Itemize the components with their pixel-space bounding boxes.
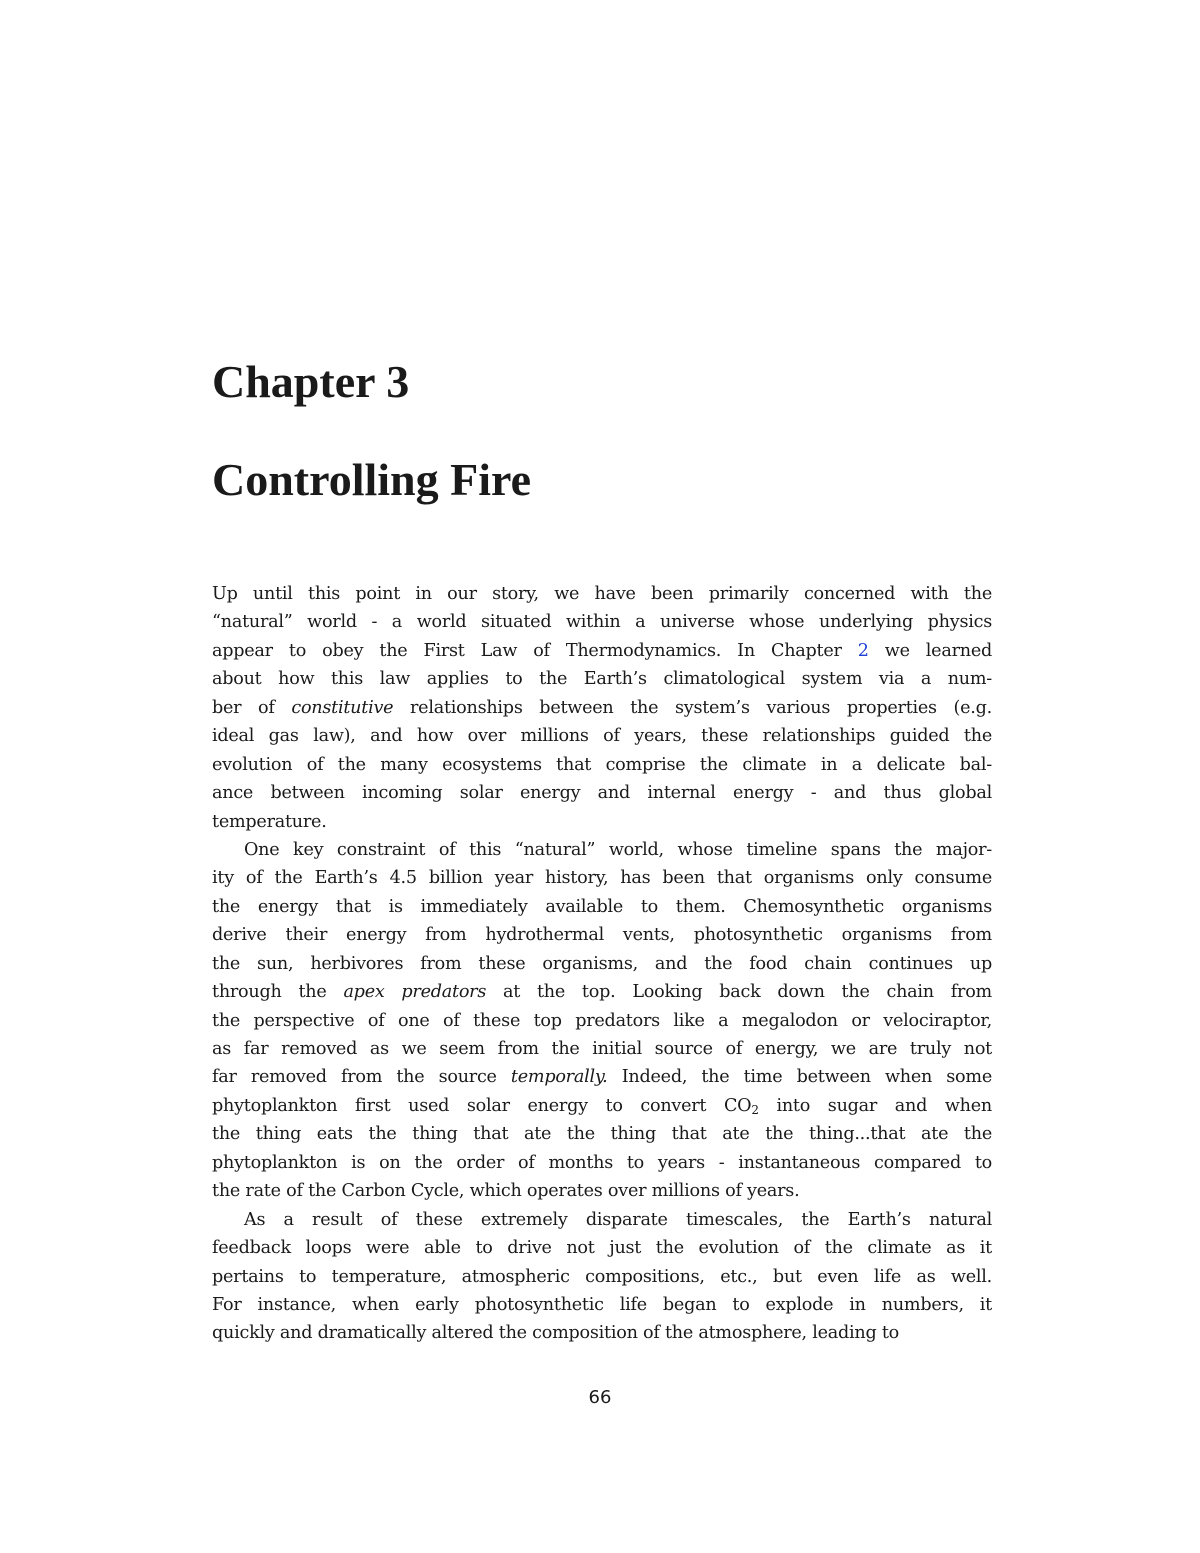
- text-run: ber of: [212, 697, 292, 718]
- text-line: [212, 950, 992, 978]
- chapter-cross-reference-link[interactable]: 2: [857, 640, 869, 661]
- text-line: [212, 751, 992, 779]
- text-run: the perspective of one of these top predators like a megalodon or velociraptor,: [212, 1010, 992, 1031]
- text-line: [212, 978, 992, 1006]
- text-line: [212, 1177, 992, 1205]
- text-run: at the top. Looking back down the chain from: [486, 982, 992, 1003]
- text-line: [212, 921, 992, 949]
- text-line: [212, 1206, 992, 1234]
- text-run: ance between incoming solar energy and internal energy - and thus global: [212, 783, 992, 804]
- text-run: feedback loops were able to drive not just the evolution of the climate as it: [212, 1238, 992, 1259]
- text-line: [212, 1149, 992, 1177]
- text-line: [212, 808, 992, 836]
- text-line: [212, 1291, 992, 1319]
- text-run: appear to obey the First Law of Thermodynamics. In Chapter: [212, 640, 858, 661]
- text-run: As a result of these extremely disparate timescales, the Earth’s natural: [244, 1209, 992, 1230]
- subscript-text: 2: [751, 1102, 759, 1117]
- text-line: [212, 694, 992, 722]
- text-run: relationships between the system’s various properties (e.g.: [393, 697, 993, 718]
- text-run: through the: [212, 982, 344, 1003]
- text-line: [212, 1263, 992, 1291]
- text-run: ideal gas law), and how over millions of years, these relationships guided the: [212, 726, 992, 747]
- text-line: [212, 1234, 992, 1262]
- text-run: ity of the Earth’s 4.5 billion year history, has been that organisms only consume: [212, 868, 992, 889]
- text-run: into sugar and when: [758, 1095, 992, 1116]
- text-run: quickly and dramatically altered the composition of the atmosphere, leading to: [212, 1323, 900, 1344]
- text-run: phytoplankton first used solar energy to convert CO: [212, 1095, 752, 1116]
- text-run: we learned: [868, 640, 992, 661]
- text-run: the sun, herbivores from these organisms, and the food chain continues up: [212, 953, 992, 974]
- text-line: [212, 722, 992, 750]
- text-line: [212, 1092, 992, 1120]
- text-line: [212, 580, 992, 608]
- chapter-label: Chapter 3: [212, 356, 410, 407]
- text-line: [212, 836, 992, 864]
- text-run: One key constraint of this “natural” world, whose timeline spans the major-: [244, 839, 992, 860]
- text-line: [212, 1063, 992, 1091]
- text-run: as far removed as we seem from the initial source of energy, we are truly not: [212, 1039, 992, 1059]
- text-line: [212, 1319, 992, 1347]
- text-run: “natural” world - a world situated within a universe whose underlying physics: [212, 612, 992, 633]
- text-run: the energy that is immediately available to them. Chemosynthetic organisms: [212, 896, 992, 917]
- emphasis-text: apex predators: [343, 982, 487, 1003]
- text-line: [212, 608, 992, 636]
- text-run: the rate of the Carbon Cycle, which operates over millions of years.: [212, 1181, 800, 1202]
- text-run: about how this law applies to the Earth’s climatological system via a num-: [212, 669, 992, 690]
- text-line: [212, 893, 992, 921]
- emphasis-text: constitutive: [291, 697, 394, 718]
- page-number: 66: [588, 1387, 612, 1408]
- text-line: [212, 779, 992, 807]
- paragraph-2: [212, 836, 992, 1206]
- text-line: [212, 1120, 992, 1148]
- text-run: phytoplankton is on the order of months to years - instantaneous compared to: [212, 1152, 992, 1173]
- text-run: For instance, when early photosynthetic life began to explode in numbers, it: [212, 1294, 992, 1315]
- chapter-title: Controlling Fire: [212, 454, 532, 505]
- text-line: [212, 665, 992, 693]
- paragraph-1: [212, 580, 992, 836]
- text-run: derive their energy from hydrothermal vents, photosynthetic organisms from: [212, 925, 992, 946]
- text-line: [212, 1035, 992, 1063]
- chapter-body-text: [212, 580, 992, 1348]
- text-run: pertains to temperature, atmospheric compositions, etc., but even life as well.: [212, 1266, 992, 1287]
- text-line: [212, 1007, 992, 1035]
- text-line: [212, 637, 992, 665]
- text-run: the thing eats the thing that ate the thing that ate the thing...that ate the: [212, 1124, 992, 1145]
- text-line: [212, 864, 992, 892]
- text-run: Up until this point in our story, we have been primarily concerned with the: [212, 584, 992, 604]
- text-run: evolution of the many ecosystems that comprise the climate in a delicate bal-: [212, 754, 992, 775]
- text-run: Indeed, the time between when some: [607, 1067, 992, 1088]
- paragraph-3: [212, 1206, 992, 1348]
- text-run: far removed from the source: [212, 1067, 511, 1088]
- emphasis-text: temporally.: [510, 1067, 608, 1088]
- text-run: temperature.: [212, 811, 327, 832]
